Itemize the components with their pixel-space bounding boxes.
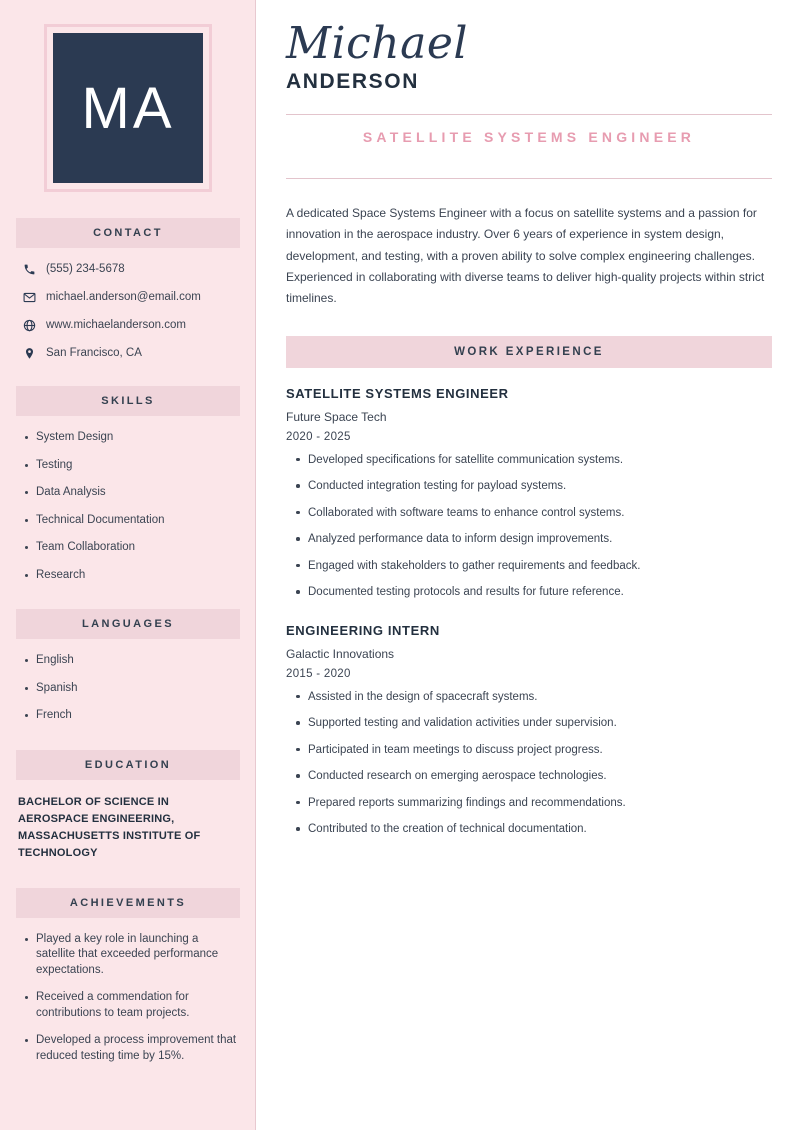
- list-item: Developed specifications for satellite communication systems.: [308, 453, 772, 469]
- last-name: ANDERSON: [286, 70, 419, 93]
- work-role-2: [286, 623, 772, 838]
- list-item: Played a key role in launching a satellite that exceeded performance expectations.: [36, 932, 240, 979]
- contact-list: [16, 262, 240, 360]
- list-item: Conducted research on emerging aerospace technologies.: [308, 769, 772, 785]
- list-item: System Design: [36, 430, 240, 446]
- contact-item-website: [22, 318, 240, 332]
- contact-website-text: www.michaelanderson.com: [46, 319, 186, 331]
- list-item: English: [36, 653, 240, 669]
- email-icon: [22, 290, 36, 304]
- list-item: Assisted in the design of spacecraft systems.: [308, 690, 772, 706]
- monogram-initials: MA: [53, 33, 203, 183]
- location-pin-icon: [22, 346, 36, 360]
- list-item: Analyzed performance data to inform design improvements.: [308, 532, 772, 548]
- list-item: Spanish: [36, 681, 240, 697]
- list-item: Participated in team meetings to discuss project progress.: [308, 743, 772, 759]
- contact-location-text: San Francisco, CA: [46, 347, 142, 359]
- contact-phone-text: (555) 234-5678: [46, 263, 125, 275]
- contact-item-email: [22, 290, 240, 304]
- contact-email-text: michael.anderson@email.com: [46, 291, 201, 303]
- list-item: Received a commendation for contributions to team projects.: [36, 990, 240, 1021]
- section-heading-work-experience: WORK EXPERIENCE: [286, 336, 772, 368]
- list-item: Research: [36, 568, 240, 584]
- sidebar: [0, 0, 256, 1130]
- sidebar-heading-languages: LANGUAGES: [16, 609, 240, 639]
- list-item: Contributed to the creation of technical documentation.: [308, 822, 772, 838]
- first-name: Michael: [286, 18, 468, 69]
- role-company: Future Space Tech: [286, 409, 387, 424]
- list-item: Prepared reports summarizing findings and recommendations.: [308, 796, 772, 812]
- work-role-1: [286, 386, 772, 601]
- monogram-frame: [44, 24, 212, 192]
- list-item: Testing: [36, 458, 240, 474]
- sidebar-heading-achievements: ACHIEVEMENTS: [16, 888, 240, 918]
- role-dates: 2015 - 2020: [286, 667, 351, 680]
- role-title: ENGINEERING INTERN: [286, 622, 440, 638]
- role-title: SATELLITE SYSTEMS ENGINEER: [286, 385, 509, 401]
- education-entry: BACHELOR OF SCIENCE IN AEROSPACE ENGINEERING, MASSACHUSETTS INSTITUTE OF TECHNOLOGY: [18, 795, 201, 859]
- globe-icon: [22, 318, 36, 332]
- sidebar-divider: [255, 0, 256, 1130]
- role-company: Galactic Innovations: [286, 646, 395, 661]
- list-item: Technical Documentation: [36, 513, 240, 529]
- list-item: Data Analysis: [36, 485, 240, 501]
- sidebar-heading-contact: CONTACT: [16, 218, 240, 248]
- list-item: Developed a process improvement that reduced testing time by 15%.: [36, 1033, 240, 1064]
- professional-summary: A dedicated Space Systems Engineer with a focus on satellite systems and a passion for innovation in the aerospace industry. Over 6 years of experience in system design, development, and testing, with a proven ability to solve complex engineering challenges. Experienced in collaborating with diverse teams to deliver high-quality projects within strict timelines.: [286, 206, 765, 306]
- divider-bottom: [286, 178, 772, 179]
- page-title: SATELLITE SYSTEMS ENGINEER: [362, 129, 696, 145]
- languages-list: [16, 653, 240, 724]
- list-item: Team Collaboration: [36, 540, 240, 556]
- contact-item-location: [22, 346, 240, 360]
- list-item: French: [36, 708, 240, 724]
- role-bullets: [286, 690, 772, 838]
- list-item: Supported testing and validation activities under supervision.: [308, 716, 772, 732]
- main-content: [256, 0, 800, 1130]
- sidebar-heading-skills: SKILLS: [16, 386, 240, 416]
- sidebar-heading-education: EDUCATION: [16, 750, 240, 780]
- list-item: Engaged with stakeholders to gather requirements and feedback.: [308, 559, 772, 575]
- achievements-list: [16, 932, 240, 1065]
- role-dates: 2020 - 2025: [286, 430, 351, 443]
- list-item: Collaborated with software teams to enhance control systems.: [308, 506, 772, 522]
- list-item: Conducted integration testing for payload systems.: [308, 479, 772, 495]
- list-item: Documented testing protocols and results for future reference.: [308, 585, 772, 601]
- role-bullets: [286, 453, 772, 601]
- phone-icon: [22, 262, 36, 276]
- contact-item-phone: [22, 262, 240, 276]
- skills-list: [16, 430, 240, 583]
